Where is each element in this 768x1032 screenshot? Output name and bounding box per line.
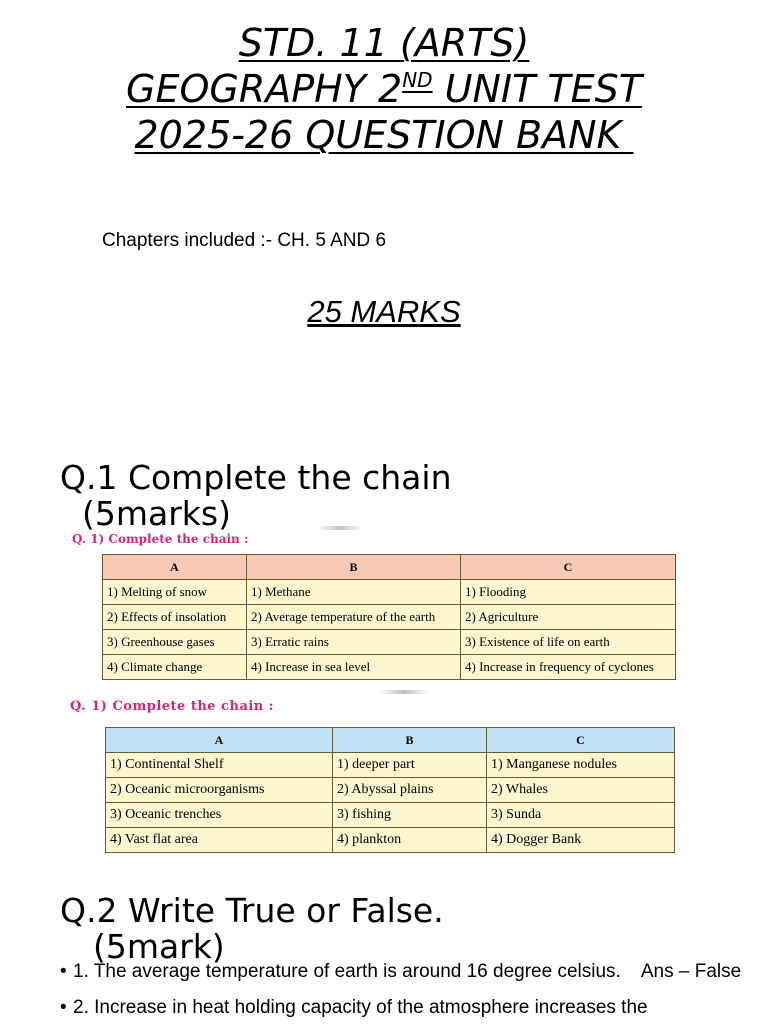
table-row bbox=[106, 828, 675, 853]
table-header-row bbox=[103, 555, 676, 580]
table-row bbox=[106, 803, 675, 828]
title-line-2-post: UNIT TEST bbox=[432, 67, 642, 111]
table-cell: 3) Greenhouse gases bbox=[103, 630, 247, 655]
table-cell: 2) Average temperature of the earth bbox=[247, 605, 461, 630]
question-1-marks: (5marks) bbox=[82, 494, 231, 533]
chain-table-1 bbox=[102, 554, 676, 680]
table-row bbox=[103, 655, 676, 680]
bullet-icon: • bbox=[60, 961, 67, 982]
header-cell: C bbox=[487, 728, 675, 753]
question-1-title: Q.1 Complete the chain bbox=[60, 458, 452, 497]
question-2-marks: (5mark) bbox=[93, 927, 225, 966]
table-row bbox=[103, 580, 676, 605]
title-line-3: 2025-26 QUESTION BANK bbox=[134, 113, 634, 157]
table-cell: 4) Climate change bbox=[103, 655, 247, 680]
list-item bbox=[60, 996, 760, 1020]
header-cell: A bbox=[106, 728, 333, 753]
table-cell: 3) fishing bbox=[333, 803, 487, 828]
table-header-row bbox=[106, 728, 675, 753]
table-row bbox=[106, 753, 675, 778]
table-cell: 2) Agriculture bbox=[461, 605, 676, 630]
scan-smudge bbox=[380, 690, 428, 694]
table-cell: 2) Abyssal plains bbox=[333, 778, 487, 803]
total-marks: 25 MARKS bbox=[307, 294, 461, 329]
title-line-2-sup: ND bbox=[402, 68, 433, 92]
title-line-2-pre: GEOGRAPHY 2 bbox=[126, 67, 403, 111]
table-cell: 3) Erratic rains bbox=[247, 630, 461, 655]
scan-smudge bbox=[318, 526, 362, 530]
table-1-label: Q. 1) Complete the chain : bbox=[72, 532, 249, 546]
header-cell: A bbox=[103, 555, 247, 580]
question-2-heading bbox=[60, 893, 444, 965]
table-2-label: Q. 1) Complete the chain : bbox=[70, 699, 275, 714]
table-cell: 1) Continental Shelf bbox=[106, 753, 333, 778]
table-row bbox=[103, 630, 676, 655]
list-item-text: 2. Increase in heat holding capacity of the atmosphere increases the bbox=[73, 997, 648, 1018]
list-item-text: 1. The average temperature of earth is around 16 degree celsius. Ans – False bbox=[73, 961, 742, 982]
table-cell: 1) Flooding bbox=[461, 580, 676, 605]
table-cell: 3) Existence of life on earth bbox=[461, 630, 676, 655]
table-cell: 2) Effects of insolation bbox=[103, 605, 247, 630]
title-line-1: STD. 11 (ARTS) bbox=[238, 21, 530, 65]
table-cell: 4) Increase in frequency of cyclones bbox=[461, 655, 676, 680]
true-false-list bbox=[60, 960, 760, 1032]
table-cell: 3) Sunda bbox=[487, 803, 675, 828]
document-title bbox=[0, 20, 768, 158]
table-cell: 1) deeper part bbox=[333, 753, 487, 778]
table-cell: 3) Oceanic trenches bbox=[106, 803, 333, 828]
title-line-2 bbox=[0, 66, 768, 112]
table-cell: 2) Oceanic microorganisms bbox=[106, 778, 333, 803]
table-cell: 1) Manganese nodules bbox=[487, 753, 675, 778]
header-cell: B bbox=[247, 555, 461, 580]
table-cell: 1) Melting of snow bbox=[103, 580, 247, 605]
chapters-included: Chapters included :- CH. 5 AND 6 bbox=[102, 230, 387, 251]
table-cell: 4) Dogger Bank bbox=[487, 828, 675, 853]
table-cell: 2) Whales bbox=[487, 778, 675, 803]
list-item bbox=[60, 960, 760, 984]
bullet-icon: • bbox=[60, 997, 67, 1018]
table-row bbox=[106, 778, 675, 803]
table-cell: 4) plankton bbox=[333, 828, 487, 853]
question-1-heading bbox=[60, 460, 452, 532]
table-cell: 4) Vast flat area bbox=[106, 828, 333, 853]
table-cell: 1) Methane bbox=[247, 580, 461, 605]
table-cell: 4) Increase in sea level bbox=[247, 655, 461, 680]
question-2-title: Q.2 Write True or False. bbox=[60, 891, 444, 930]
chain-table-2 bbox=[105, 727, 675, 853]
header-cell: C bbox=[461, 555, 676, 580]
header-cell: B bbox=[333, 728, 487, 753]
table-row bbox=[103, 605, 676, 630]
